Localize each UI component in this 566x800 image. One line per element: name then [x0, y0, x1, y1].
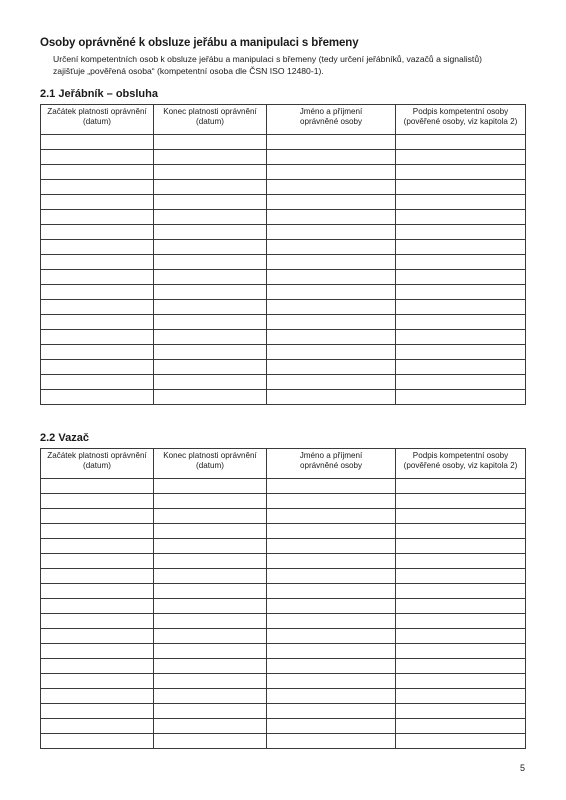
section-heading-jerabnik: 2.1 Jeřábník – obsluha	[40, 88, 158, 100]
table-cell[interactable]	[396, 255, 526, 270]
table-cell[interactable]	[267, 644, 396, 659]
table-cell[interactable]	[267, 150, 396, 165]
table-cell[interactable]	[41, 270, 154, 285]
table-cell[interactable]	[41, 345, 154, 360]
table-cell[interactable]	[154, 195, 267, 210]
table-cell[interactable]	[267, 375, 396, 390]
table-cell[interactable]	[267, 494, 396, 509]
table-cell[interactable]	[41, 599, 154, 614]
table-cell[interactable]	[267, 524, 396, 539]
table-row	[41, 150, 526, 165]
table-cell[interactable]	[41, 360, 154, 375]
table-cell[interactable]	[41, 689, 154, 704]
table-cell[interactable]	[154, 315, 267, 330]
table-cell[interactable]	[41, 569, 154, 584]
table-cell[interactable]	[267, 599, 396, 614]
table-cell[interactable]	[396, 315, 526, 330]
table-cell[interactable]	[396, 689, 526, 704]
table-cell[interactable]	[267, 240, 396, 255]
table-row	[41, 524, 526, 539]
table-cell[interactable]	[267, 539, 396, 554]
table-cell[interactable]	[267, 689, 396, 704]
table-cell[interactable]	[267, 584, 396, 599]
table-cell[interactable]	[396, 330, 526, 345]
table-cell[interactable]	[267, 195, 396, 210]
table-cell[interactable]	[41, 584, 154, 599]
table-cell[interactable]	[267, 180, 396, 195]
table-cell[interactable]	[41, 195, 154, 210]
table-cell[interactable]	[267, 509, 396, 524]
table-cell[interactable]	[154, 479, 267, 494]
table-cell[interactable]	[396, 734, 526, 749]
table-row	[41, 659, 526, 674]
table-vazac	[40, 448, 526, 749]
table-cell[interactable]	[41, 719, 154, 734]
intro-line-2: zajišťuje „pověřená osoba“ (kompetentní osoba dle ČSN ISO 12480-1).	[53, 65, 324, 76]
table-cell[interactable]	[267, 614, 396, 629]
table-cell[interactable]	[154, 614, 267, 629]
table-cell[interactable]	[154, 375, 267, 390]
table-row	[41, 614, 526, 629]
table-cell[interactable]	[154, 135, 267, 150]
table-cell[interactable]	[41, 315, 154, 330]
table-cell[interactable]	[396, 360, 526, 375]
table-cell[interactable]	[396, 539, 526, 554]
table-cell[interactable]	[154, 390, 267, 405]
table-cell[interactable]	[396, 375, 526, 390]
table-row	[41, 494, 526, 509]
table-cell[interactable]	[396, 494, 526, 509]
table-cell[interactable]	[267, 255, 396, 270]
table-cell[interactable]	[396, 569, 526, 584]
intro-line-1: Určení kompetentních osob k obsluze jeřábu a manipulaci s břemeny (tedy určení jeřábníků, vazačů a signalistů)	[53, 54, 482, 64]
table-cell[interactable]	[267, 704, 396, 719]
table-cell[interactable]	[267, 285, 396, 300]
table-cell[interactable]	[396, 524, 526, 539]
table-cell[interactable]	[154, 509, 267, 524]
table-row	[41, 360, 526, 375]
table-cell[interactable]	[41, 644, 154, 659]
table-cell[interactable]	[267, 345, 396, 360]
table-row	[41, 240, 526, 255]
table-row	[41, 225, 526, 240]
table-row	[41, 569, 526, 584]
table-cell[interactable]	[396, 240, 526, 255]
column-header-signature: Podpis kompetentní osoby (pověřené osoby, viz kapitola 2)	[396, 105, 526, 135]
column-header-end: Konec platnosti oprávnění (datum)	[154, 449, 267, 479]
table-cell[interactable]	[396, 345, 526, 360]
table-cell[interactable]	[267, 674, 396, 689]
table-row	[41, 539, 526, 554]
table-cell[interactable]	[41, 180, 154, 195]
table-cell[interactable]	[396, 584, 526, 599]
table-cell[interactable]	[41, 524, 154, 539]
table-cell[interactable]	[154, 360, 267, 375]
table-cell[interactable]	[267, 135, 396, 150]
table-row	[41, 719, 526, 734]
table-row	[41, 390, 526, 405]
table-row	[41, 674, 526, 689]
table-cell[interactable]	[396, 150, 526, 165]
table-cell[interactable]	[41, 165, 154, 180]
table-cell[interactable]	[41, 135, 154, 150]
table-cell[interactable]	[41, 734, 154, 749]
table-row	[41, 689, 526, 704]
table-row	[41, 330, 526, 345]
table-cell[interactable]	[267, 719, 396, 734]
table-row	[41, 554, 526, 569]
table-cell[interactable]	[41, 494, 154, 509]
table-cell[interactable]	[154, 180, 267, 195]
table-cell[interactable]	[396, 644, 526, 659]
table-row	[41, 255, 526, 270]
table-cell[interactable]	[396, 659, 526, 674]
table-cell[interactable]	[396, 180, 526, 195]
table-cell[interactable]	[267, 300, 396, 315]
table-cell[interactable]	[396, 165, 526, 180]
table-cell[interactable]	[41, 554, 154, 569]
table-cell[interactable]	[41, 300, 154, 315]
table-cell[interactable]	[41, 390, 154, 405]
table-cell[interactable]	[154, 524, 267, 539]
table-cell[interactable]	[154, 330, 267, 345]
table-cell[interactable]	[41, 659, 154, 674]
table-cell[interactable]	[154, 629, 267, 644]
table-row	[41, 644, 526, 659]
table-row	[41, 285, 526, 300]
table-cell[interactable]	[41, 210, 154, 225]
table-cell[interactable]	[396, 270, 526, 285]
table-row	[41, 509, 526, 524]
table-row	[41, 195, 526, 210]
table-cell[interactable]	[267, 330, 396, 345]
table-cell[interactable]	[154, 539, 267, 554]
table-row	[41, 629, 526, 644]
table-cell[interactable]	[396, 210, 526, 225]
table-row	[41, 584, 526, 599]
table-cell[interactable]	[154, 255, 267, 270]
table-cell[interactable]	[41, 255, 154, 270]
page-title: Osoby oprávněné k obsluze jeřábu a manipulaci s břemeny	[40, 37, 359, 49]
column-header-start: Začátek platnosti oprávnění (datum)	[41, 105, 154, 135]
table-row	[41, 315, 526, 330]
table-cell[interactable]	[396, 674, 526, 689]
table-cell[interactable]	[154, 345, 267, 360]
section-heading-vazac: 2.2 Vazač	[40, 432, 89, 444]
table-row	[41, 599, 526, 614]
column-header-signature: Podpis kompetentní osoby (pověřené osoby, viz kapitola 2)	[396, 449, 526, 479]
table-cell[interactable]	[396, 479, 526, 494]
table-cell[interactable]	[41, 614, 154, 629]
table-cell[interactable]	[154, 225, 267, 240]
table-row	[41, 135, 526, 150]
table-cell[interactable]	[154, 644, 267, 659]
table-row	[41, 345, 526, 360]
table-cell[interactable]	[154, 569, 267, 584]
table-cell[interactable]	[41, 150, 154, 165]
column-header-end: Konec platnosti oprávnění (datum)	[154, 105, 267, 135]
table-cell[interactable]	[267, 734, 396, 749]
table-cell[interactable]	[41, 225, 154, 240]
table-cell[interactable]	[154, 240, 267, 255]
table-row	[41, 704, 526, 719]
table-cell[interactable]	[267, 629, 396, 644]
table-cell[interactable]	[396, 614, 526, 629]
table-cell[interactable]	[154, 285, 267, 300]
table-cell[interactable]	[154, 674, 267, 689]
table-row	[41, 300, 526, 315]
table-cell[interactable]	[396, 300, 526, 315]
column-header-name: Jméno a příjmení oprávněné osoby	[267, 449, 396, 479]
table-cell[interactable]	[154, 165, 267, 180]
table-cell[interactable]	[154, 494, 267, 509]
table-cell[interactable]	[154, 734, 267, 749]
table-row	[41, 180, 526, 195]
table-cell[interactable]	[41, 704, 154, 719]
table-cell[interactable]	[41, 240, 154, 255]
table-row	[41, 165, 526, 180]
table-cell[interactable]	[154, 270, 267, 285]
table-cell[interactable]	[41, 509, 154, 524]
table-cell[interactable]	[396, 135, 526, 150]
table-row	[41, 734, 526, 749]
table-cell[interactable]	[154, 659, 267, 674]
table-cell[interactable]	[154, 300, 267, 315]
intro-text	[53, 54, 523, 77]
table-cell[interactable]	[154, 704, 267, 719]
table-cell[interactable]	[267, 270, 396, 285]
table-row	[41, 479, 526, 494]
table-cell[interactable]	[396, 285, 526, 300]
table-cell[interactable]	[154, 554, 267, 569]
table-cell[interactable]	[154, 599, 267, 614]
table-cell[interactable]	[267, 554, 396, 569]
table-cell[interactable]	[154, 719, 267, 734]
table-row	[41, 375, 526, 390]
table-header-row	[41, 449, 526, 479]
column-header-name: Jméno a příjmení oprávněné osoby	[267, 105, 396, 135]
table-cell[interactable]	[267, 479, 396, 494]
table-cell[interactable]	[154, 584, 267, 599]
table-cell[interactable]	[154, 689, 267, 704]
table-cell[interactable]	[396, 225, 526, 240]
table-cell[interactable]	[267, 165, 396, 180]
table-cell[interactable]	[41, 330, 154, 345]
table-cell[interactable]	[267, 659, 396, 674]
table-cell[interactable]	[41, 674, 154, 689]
table-cell[interactable]	[154, 210, 267, 225]
table-jerabnik	[40, 104, 526, 405]
table-cell[interactable]	[41, 629, 154, 644]
table-row	[41, 210, 526, 225]
table-cell[interactable]	[41, 375, 154, 390]
table-cell[interactable]	[267, 315, 396, 330]
table-cell[interactable]	[396, 390, 526, 405]
table-cell[interactable]	[41, 285, 154, 300]
page-number: 5	[520, 763, 526, 773]
table-cell[interactable]	[396, 554, 526, 569]
table-cell[interactable]	[41, 479, 154, 494]
table-cell[interactable]	[41, 539, 154, 554]
table-header-row	[41, 105, 526, 135]
table-cell[interactable]	[396, 509, 526, 524]
table-cell[interactable]	[396, 599, 526, 614]
column-header-start: Začátek platnosti oprávnění (datum)	[41, 449, 154, 479]
table-cell[interactable]	[267, 210, 396, 225]
table-cell[interactable]	[267, 225, 396, 240]
table-cell[interactable]	[396, 629, 526, 644]
table-row	[41, 270, 526, 285]
table-cell[interactable]	[396, 719, 526, 734]
table-cell[interactable]	[267, 360, 396, 375]
table-cell[interactable]	[267, 390, 396, 405]
table-cell[interactable]	[396, 195, 526, 210]
table-cell[interactable]	[154, 150, 267, 165]
table-cell[interactable]	[267, 569, 396, 584]
table-cell[interactable]	[396, 704, 526, 719]
